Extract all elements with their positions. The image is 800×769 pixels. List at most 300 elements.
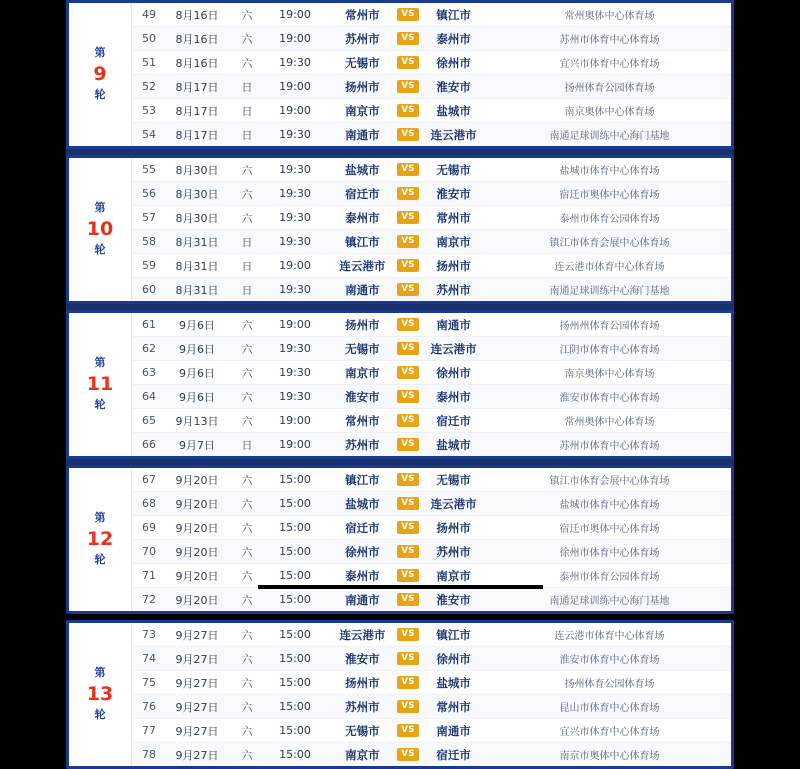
table-row bbox=[132, 254, 731, 278]
match-number: 76 bbox=[142, 700, 156, 713]
match-venue: 苏州市体育中心体育场 bbox=[559, 35, 660, 46]
match-teams bbox=[324, 389, 492, 405]
away-team: 南京市 bbox=[436, 568, 471, 583]
table-row bbox=[132, 433, 731, 456]
match-date: 9月27日 bbox=[175, 652, 219, 666]
match-time: 15:00 bbox=[279, 473, 311, 486]
round-label-prefix: 第 bbox=[94, 356, 106, 370]
match-weekday: 六 bbox=[241, 56, 253, 70]
round-number: 10 bbox=[86, 217, 114, 240]
match-weekday: 日 bbox=[241, 80, 253, 94]
away-team: 连云港市 bbox=[430, 127, 477, 142]
match-number: 54 bbox=[142, 128, 156, 141]
match-number: 73 bbox=[142, 628, 156, 641]
match-weekday: 六 bbox=[241, 521, 253, 535]
match-teams bbox=[324, 627, 492, 643]
match-date: 8月30日 bbox=[175, 211, 219, 225]
match-venue: 昆山市体育中心体育场 bbox=[559, 703, 660, 714]
round-block bbox=[66, 620, 734, 769]
match-time: 19:30 bbox=[279, 235, 311, 248]
match-date: 9月13日 bbox=[175, 414, 219, 428]
table-row bbox=[132, 182, 731, 206]
round-block bbox=[66, 0, 734, 149]
vs-badge: VS bbox=[397, 545, 418, 557]
round-number: 11 bbox=[86, 372, 114, 395]
match-date: 9月27日 bbox=[175, 676, 219, 690]
match-weekday: 六 bbox=[241, 652, 253, 666]
round-label-suffix: 轮 bbox=[94, 708, 106, 722]
match-venue: 盐城市体育中心体育场 bbox=[559, 166, 660, 177]
home-team: 淮安市 bbox=[345, 389, 380, 404]
match-venue: 江阴市体育中心体育场 bbox=[559, 345, 660, 356]
table-row bbox=[132, 588, 731, 611]
round-label bbox=[69, 468, 132, 611]
match-venue: 宿迁市奥体中心体育场 bbox=[559, 190, 660, 201]
match-venue: 宜兴市体育中心体育场 bbox=[559, 727, 660, 738]
vs-badge: VS bbox=[397, 438, 418, 450]
round-block bbox=[66, 310, 734, 459]
home-team: 泰州市 bbox=[345, 210, 380, 225]
match-number: 53 bbox=[142, 104, 156, 117]
table-row bbox=[132, 671, 731, 695]
vs-badge: VS bbox=[397, 724, 418, 736]
home-team: 扬州市 bbox=[345, 317, 380, 332]
table-row bbox=[132, 492, 731, 516]
away-team: 镇江市 bbox=[436, 627, 471, 642]
match-date: 9月6日 bbox=[179, 342, 215, 356]
match-teams bbox=[324, 496, 492, 512]
table-row bbox=[132, 123, 731, 146]
match-teams bbox=[324, 699, 492, 715]
match-teams bbox=[324, 79, 492, 95]
home-team: 镇江市 bbox=[345, 234, 380, 249]
table-row bbox=[132, 230, 731, 254]
match-time: 19:00 bbox=[279, 104, 311, 117]
round-label-prefix: 第 bbox=[94, 201, 106, 215]
match-number: 72 bbox=[142, 593, 156, 606]
match-time: 15:00 bbox=[279, 652, 311, 665]
vs-badge: VS bbox=[397, 593, 418, 605]
away-team: 镇江市 bbox=[436, 7, 471, 22]
away-team: 连云港市 bbox=[430, 496, 477, 511]
match-date: 9月27日 bbox=[175, 724, 219, 738]
match-weekday: 日 bbox=[241, 283, 253, 297]
match-weekday: 日 bbox=[241, 438, 253, 452]
match-time: 19:30 bbox=[279, 390, 311, 403]
match-weekday: 六 bbox=[241, 318, 253, 332]
home-team: 常州市 bbox=[345, 7, 380, 22]
match-venue: 徐州市体育中心体育场 bbox=[559, 548, 660, 559]
round-block bbox=[66, 155, 734, 304]
match-date: 8月31日 bbox=[175, 235, 219, 249]
vs-badge: VS bbox=[397, 235, 418, 247]
match-venue: 扬州体育公园体育场 bbox=[564, 83, 655, 94]
match-venue: 连云港市体育中心体育场 bbox=[554, 631, 665, 642]
vs-badge: VS bbox=[397, 748, 418, 760]
vs-badge: VS bbox=[397, 80, 418, 92]
rounds-list bbox=[66, 0, 734, 769]
table-row bbox=[132, 51, 731, 75]
vs-badge: VS bbox=[397, 56, 418, 68]
vs-badge: VS bbox=[397, 187, 418, 199]
match-teams bbox=[324, 675, 492, 691]
table-row bbox=[132, 385, 731, 409]
round-label-prefix: 第 bbox=[94, 46, 106, 60]
match-teams bbox=[324, 103, 492, 119]
match-venue: 南通足球训练中心海门基地 bbox=[549, 596, 670, 607]
match-weekday: 日 bbox=[241, 104, 253, 118]
match-number: 51 bbox=[142, 56, 156, 69]
table-row bbox=[132, 313, 731, 337]
away-team: 苏州市 bbox=[436, 282, 471, 297]
match-list bbox=[132, 623, 731, 766]
match-weekday: 六 bbox=[241, 390, 253, 404]
match-number: 59 bbox=[142, 259, 156, 272]
table-row bbox=[132, 99, 731, 123]
away-team: 常州市 bbox=[436, 699, 471, 714]
match-number: 61 bbox=[142, 318, 156, 331]
match-teams bbox=[324, 210, 492, 226]
match-list bbox=[132, 158, 731, 301]
match-time: 19:00 bbox=[279, 32, 311, 45]
away-team: 南通市 bbox=[436, 723, 471, 738]
vs-badge: VS bbox=[397, 473, 418, 485]
home-team: 南通市 bbox=[345, 282, 380, 297]
match-weekday: 六 bbox=[241, 569, 253, 583]
match-venue: 泰州市体育公园体育场 bbox=[559, 572, 660, 583]
vs-badge: VS bbox=[397, 414, 418, 426]
match-number: 62 bbox=[142, 342, 156, 355]
home-team: 南京市 bbox=[345, 103, 380, 118]
home-team: 南通市 bbox=[345, 592, 380, 607]
round-label bbox=[69, 3, 132, 146]
match-venue: 南京奥体中心体育场 bbox=[564, 107, 655, 118]
match-venue: 常州奥体中心体育场 bbox=[564, 11, 655, 22]
away-team: 徐州市 bbox=[436, 365, 471, 380]
home-team: 徐州市 bbox=[345, 544, 380, 559]
match-time: 19:30 bbox=[279, 283, 311, 296]
match-number: 60 bbox=[142, 283, 156, 296]
home-team: 苏州市 bbox=[345, 31, 380, 46]
match-teams bbox=[324, 31, 492, 47]
match-time: 15:00 bbox=[279, 497, 311, 510]
table-row bbox=[132, 409, 731, 433]
match-time: 15:00 bbox=[279, 569, 311, 582]
match-teams bbox=[324, 472, 492, 488]
match-time: 19:30 bbox=[279, 342, 311, 355]
home-team: 南京市 bbox=[345, 365, 380, 380]
match-number: 67 bbox=[142, 473, 156, 486]
match-number: 75 bbox=[142, 676, 156, 689]
match-teams bbox=[324, 341, 492, 357]
away-team: 盐城市 bbox=[436, 437, 471, 452]
home-team: 泰州市 bbox=[345, 568, 380, 583]
away-team: 淮安市 bbox=[436, 592, 471, 607]
round-label bbox=[69, 313, 132, 456]
match-date: 9月20日 bbox=[175, 473, 219, 487]
away-team: 淮安市 bbox=[436, 186, 471, 201]
vs-badge: VS bbox=[397, 318, 418, 330]
vs-badge: VS bbox=[397, 104, 418, 116]
match-number: 65 bbox=[142, 414, 156, 427]
match-weekday: 六 bbox=[241, 414, 253, 428]
match-number: 63 bbox=[142, 366, 156, 379]
table-row bbox=[132, 540, 731, 564]
home-team: 盐城市 bbox=[345, 496, 380, 511]
round-label-suffix: 轮 bbox=[94, 553, 106, 567]
match-time: 15:00 bbox=[279, 593, 311, 606]
match-date: 9月27日 bbox=[175, 748, 219, 762]
match-teams bbox=[324, 282, 492, 298]
match-number: 66 bbox=[142, 438, 156, 451]
match-venue: 扬州州体育公园体育场 bbox=[559, 321, 660, 332]
round-number: 13 bbox=[86, 682, 114, 705]
match-teams bbox=[324, 651, 492, 667]
match-time: 19:30 bbox=[279, 211, 311, 224]
match-date: 9月6日 bbox=[179, 318, 215, 332]
match-date: 8月16日 bbox=[175, 8, 219, 22]
match-weekday: 六 bbox=[241, 366, 253, 380]
home-team: 连云港市 bbox=[339, 258, 386, 273]
vs-badge: VS bbox=[397, 32, 418, 44]
match-teams bbox=[324, 568, 492, 584]
away-team: 盐城市 bbox=[436, 675, 471, 690]
home-team: 盐城市 bbox=[345, 162, 380, 177]
match-date: 8月17日 bbox=[175, 128, 219, 142]
match-venue: 淮安市体育中心体育场 bbox=[559, 655, 660, 666]
table-row bbox=[132, 158, 731, 182]
match-venue: 常州奥体中心体育场 bbox=[564, 417, 655, 428]
match-weekday: 六 bbox=[241, 187, 253, 201]
home-team: 扬州市 bbox=[345, 675, 380, 690]
match-date: 8月31日 bbox=[175, 283, 219, 297]
match-weekday: 六 bbox=[241, 8, 253, 22]
match-number: 49 bbox=[142, 8, 156, 21]
away-team: 泰州市 bbox=[436, 389, 471, 404]
home-team: 扬州市 bbox=[345, 79, 380, 94]
match-time: 15:00 bbox=[279, 521, 311, 534]
table-row bbox=[132, 75, 731, 99]
vs-badge: VS bbox=[397, 390, 418, 402]
match-weekday: 六 bbox=[241, 211, 253, 225]
match-date: 8月16日 bbox=[175, 32, 219, 46]
round-block bbox=[66, 465, 734, 614]
match-date: 8月16日 bbox=[175, 56, 219, 70]
match-date: 8月17日 bbox=[175, 104, 219, 118]
match-time: 15:00 bbox=[279, 748, 311, 761]
away-team: 宿迁市 bbox=[436, 413, 471, 428]
table-row bbox=[132, 361, 731, 385]
match-weekday: 日 bbox=[241, 235, 253, 249]
match-number: 78 bbox=[142, 748, 156, 761]
match-venue: 宿迁市奥体中心体育场 bbox=[559, 524, 660, 535]
match-time: 19:00 bbox=[279, 414, 311, 427]
match-number: 56 bbox=[142, 187, 156, 200]
home-team: 无锡市 bbox=[345, 341, 380, 356]
vs-badge: VS bbox=[397, 628, 418, 640]
away-team: 南通市 bbox=[436, 317, 471, 332]
match-venue: 淮安市体育中心体育场 bbox=[559, 393, 660, 404]
home-team: 苏州市 bbox=[345, 699, 380, 714]
table-row bbox=[132, 27, 731, 51]
match-time: 15:00 bbox=[279, 724, 311, 737]
round-label-prefix: 第 bbox=[94, 666, 106, 680]
vs-badge: VS bbox=[397, 259, 418, 271]
match-weekday: 六 bbox=[241, 724, 253, 738]
match-time: 19:00 bbox=[279, 318, 311, 331]
round-number: 12 bbox=[86, 527, 114, 550]
match-teams bbox=[324, 437, 492, 453]
table-row bbox=[132, 468, 731, 492]
match-venue: 南京奥体中心体育场 bbox=[564, 369, 655, 380]
home-team: 淮安市 bbox=[345, 651, 380, 666]
vs-badge: VS bbox=[397, 283, 418, 295]
table-row bbox=[132, 278, 731, 301]
match-number: 77 bbox=[142, 724, 156, 737]
match-number: 55 bbox=[142, 163, 156, 176]
vs-badge: VS bbox=[397, 652, 418, 664]
table-row bbox=[132, 623, 731, 647]
away-team: 南京市 bbox=[436, 234, 471, 249]
away-team: 盐城市 bbox=[436, 103, 471, 118]
match-number: 57 bbox=[142, 211, 156, 224]
match-time: 19:30 bbox=[279, 128, 311, 141]
table-row bbox=[132, 743, 731, 766]
home-team: 苏州市 bbox=[345, 437, 380, 452]
match-time: 15:00 bbox=[279, 700, 311, 713]
home-team: 镇江市 bbox=[345, 472, 380, 487]
home-team: 连云港市 bbox=[339, 627, 386, 642]
match-date: 9月20日 bbox=[175, 593, 219, 607]
match-venue: 盐城市体育中心体育场 bbox=[559, 500, 660, 511]
away-team: 苏州市 bbox=[436, 544, 471, 559]
match-teams bbox=[324, 127, 492, 143]
match-date: 9月6日 bbox=[179, 390, 215, 404]
vs-badge: VS bbox=[397, 8, 418, 20]
vs-badge: VS bbox=[397, 366, 418, 378]
round-label bbox=[69, 158, 132, 301]
match-date: 9月27日 bbox=[175, 700, 219, 714]
match-time: 19:30 bbox=[279, 187, 311, 200]
table-row bbox=[132, 695, 731, 719]
round-number: 9 bbox=[93, 62, 107, 85]
table-row bbox=[132, 206, 731, 230]
match-teams bbox=[324, 186, 492, 202]
match-teams bbox=[324, 234, 492, 250]
match-teams bbox=[324, 413, 492, 429]
match-date: 9月27日 bbox=[175, 628, 219, 642]
match-number: 74 bbox=[142, 652, 156, 665]
match-teams bbox=[324, 258, 492, 274]
round-label-suffix: 轮 bbox=[94, 88, 106, 102]
match-time: 19:00 bbox=[279, 80, 311, 93]
vs-badge: VS bbox=[397, 497, 418, 509]
match-date: 9月20日 bbox=[175, 569, 219, 583]
match-venue: 镇江市体育会展中心体育场 bbox=[549, 238, 670, 249]
match-number: 64 bbox=[142, 390, 156, 403]
match-weekday: 六 bbox=[241, 497, 253, 511]
match-number: 52 bbox=[142, 80, 156, 93]
away-team: 无锡市 bbox=[436, 162, 471, 177]
round-label-prefix: 第 bbox=[94, 511, 106, 525]
match-venue: 扬州体育公园体育场 bbox=[564, 679, 655, 690]
match-weekday: 日 bbox=[241, 128, 253, 142]
away-team: 常州市 bbox=[436, 210, 471, 225]
match-teams bbox=[324, 592, 492, 608]
match-number: 68 bbox=[142, 497, 156, 510]
match-teams bbox=[324, 520, 492, 536]
away-team: 徐州市 bbox=[436, 651, 471, 666]
away-team: 宿迁市 bbox=[436, 747, 471, 762]
home-team: 南京市 bbox=[345, 747, 380, 762]
match-weekday: 六 bbox=[241, 545, 253, 559]
home-team: 常州市 bbox=[345, 413, 380, 428]
match-date: 9月6日 bbox=[179, 366, 215, 380]
match-weekday: 六 bbox=[241, 32, 253, 46]
match-venue: 宜兴市体育中心体育场 bbox=[559, 59, 660, 70]
match-teams bbox=[324, 55, 492, 71]
match-venue: 连云港市体育中心体育场 bbox=[554, 262, 665, 273]
home-team: 宿迁市 bbox=[345, 186, 380, 201]
match-date: 9月20日 bbox=[175, 497, 219, 511]
match-teams bbox=[324, 365, 492, 381]
match-date: 9月20日 bbox=[175, 545, 219, 559]
away-team: 徐州市 bbox=[436, 55, 471, 70]
match-venue: 南通足球训练中心海门基地 bbox=[549, 286, 670, 297]
match-date: 9月7日 bbox=[179, 438, 215, 452]
match-time: 19:30 bbox=[279, 56, 311, 69]
round-label bbox=[69, 623, 132, 766]
away-team: 连云港市 bbox=[430, 341, 477, 356]
match-teams bbox=[324, 747, 492, 763]
match-venue: 泰州市体育公园体育场 bbox=[559, 214, 660, 225]
match-weekday: 六 bbox=[241, 748, 253, 762]
round-label-suffix: 轮 bbox=[94, 243, 106, 257]
match-date: 8月30日 bbox=[175, 187, 219, 201]
match-venue: 镇江市体育会展中心体育场 bbox=[549, 476, 670, 487]
vs-badge: VS bbox=[397, 342, 418, 354]
match-number: 71 bbox=[142, 569, 156, 582]
table-row bbox=[132, 3, 731, 27]
away-team: 泰州市 bbox=[436, 31, 471, 46]
match-list bbox=[132, 3, 731, 146]
match-time: 15:00 bbox=[279, 676, 311, 689]
table-row bbox=[132, 647, 731, 671]
match-list bbox=[132, 313, 731, 456]
match-teams bbox=[324, 317, 492, 333]
match-time: 15:00 bbox=[279, 628, 311, 641]
match-date: 9月20日 bbox=[175, 521, 219, 535]
match-time: 19:00 bbox=[279, 438, 311, 451]
match-weekday: 六 bbox=[241, 628, 253, 642]
match-time: 19:30 bbox=[279, 366, 311, 379]
match-venue: 南通足球训练中心海门基地 bbox=[549, 131, 670, 142]
match-time: 15:00 bbox=[279, 545, 311, 558]
match-date: 8月17日 bbox=[175, 80, 219, 94]
match-number: 69 bbox=[142, 521, 156, 534]
away-team: 淮安市 bbox=[436, 79, 471, 94]
match-number: 58 bbox=[142, 235, 156, 248]
match-weekday: 六 bbox=[241, 163, 253, 177]
match-time: 19:00 bbox=[279, 8, 311, 21]
match-time: 19:00 bbox=[279, 259, 311, 272]
match-number: 70 bbox=[142, 545, 156, 558]
match-date: 8月31日 bbox=[175, 259, 219, 273]
vs-badge: VS bbox=[397, 569, 418, 581]
redaction-bar bbox=[258, 585, 543, 589]
vs-badge: VS bbox=[397, 676, 418, 688]
match-list bbox=[132, 468, 731, 611]
